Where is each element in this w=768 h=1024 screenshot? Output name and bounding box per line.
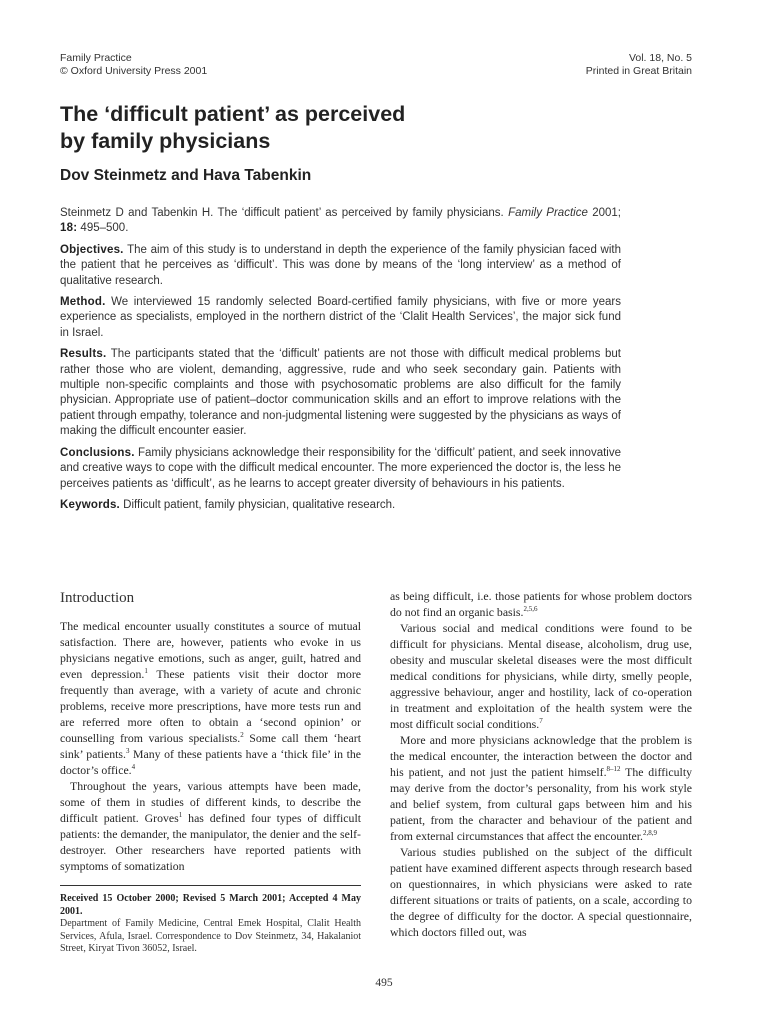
received-dates: Received 15 October 2000; Revised 5 March 2001; Accepted 4 May 2001. [60,893,361,917]
results-label: Results. [60,348,107,361]
volume-line: Vol. 18, No. 5 [628,52,692,64]
footnote-divider [60,885,361,886]
body-right-column [390,588,692,940]
right-paragraph-4: Various studies published on the subject of the difficult patient have examined different aspects through research based on questionnaires, in which physicians were asked to rate different situations or traits of patients, on a scale, according to the degree of difficulty for the doctor. A special questionnaire, which doctors filled out, was [390,845,692,939]
intro-paragraph-1: The medical encounter usually constitutes a source of mutual satisfaction. There are, however, patients who evoke in us physicians negative emotions, such as anger, guilt, hatred and even depression.$^1$ These patients visit their doctor more frequently than average, with a variety of acute and chronic problems, receive more prescriptions, have more tests run and are referred more often to obtain a ‘second opinion’ or counselling from various specialists.$^2$ Some call them ‘heart sink’ patients.$^3$ Many of these patients have a ‘thick file’ in the doctor’s office.$^4$ [60,619,361,777]
article-title [60,101,700,155]
body-left-column [60,590,361,874]
title-line-1: The ‘difficult patient’ as perceived [60,102,406,126]
journal-header-right [586,52,692,78]
printed-line: Printed in Great Britain [585,65,692,77]
footnote [60,893,361,956]
abstract-objectives: Objectives. The aim of this study is to understand in depth the experience of the family physician faced with the patient that he perceives as ‘difficult’. This was done by means of the ‘long interview’ as a method of qualitative research. [60,243,621,287]
abstract-conclusions: Conclusions. Family physicians acknowledge their responsibility for the ‘difficult’ patient, and seek innovative and creative ways to cope with the difficult medical encounter. The more experienced the doctor is, the less he perceives patients as ‘difficult’, as he learns to accept greater diversity of behaviours in his patients. [60,446,621,490]
right-paragraph-1: as being difficult, i.e. those patients for whose problem doctors do not find an organic basis.$^{2,5,6}$ [390,589,692,619]
abstract-keywords: Keywords. Difficult patient, family physician, qualitative research. [60,498,396,511]
citation-journal: Family Practice [508,207,588,219]
right-paragraph-3: More and more physicians acknowledge that the problem is the medical encounter, the interaction between the doctor and his patient, and not just the patient himself.$^{8-12}$ The difficulty may derive from the doctor’s personality, from his work style and belief system, from cultural gaps between him and his patient, from the character and behaviour of the patient and from external circumstances that affect the encounter.$^{2,8,9}$ [390,733,692,843]
citation: Steinmetz D and Tabenkin H. The ‘difficult patient’ as perceived by family physicians. Family Practice 2001; 18: 495–500. [60,207,621,235]
citation-volume: 18: [60,222,78,235]
intro-paragraph-2: Throughout the years, various attempts have been made, some of them in studies of different kinds, to describe the difficult patient. Groves$^1$ has defined four types of difficult patients: the demander, the manipulator, the denier and the self-destroyer. Other researchers have reported patients with symptoms of somatization [60,779,362,873]
title-line-2: by family physicians [60,129,271,153]
journal-name: Family Practice [60,52,132,64]
conclusions-label: Conclusions. [60,446,135,459]
method-label: Method. [60,296,106,309]
right-paragraph-2: Various social and medical conditions were found to be difficult for physicians. Mental disease, alcoholism, drug use, obesity and muscular skeletal diseases were the most difficult medical conditions for physicians, while dirty, smelly people, aggressive behaviour, anger and hostility, lack of co-operation in treatment and exploitation of the health system were the most difficult social conditions.$^7$ [390,621,692,731]
objectives-label: Objectives. [60,243,124,256]
abstract-results: Results. The participants stated that the ‘difficult’ patients are not those with difficult medical problems but rather those who are violent, demanding, aggressive, rude and who seek secondary gain. Patients with multiple non-specific complaints and those with psychosomatic problems are also difficult for the family physician. Appropriate use of patient–doctor communication skills and an effort to improve relations with the patient through empathy, tolerance and non-judgmental listening were suggested by the physicians as ways of making the difficult encounter easier. [60,348,621,438]
article-authors: Dov Steinmetz and Hava Tabenkin [60,167,312,184]
author-affiliation: Department of Family Medicine, Central Emek Hospital, Clalit Health Services, Afula, Israel. Correspondence to Dov Steinmetz, 34, Hakalaniot Street, Kiryat Tivon 36052, Israel. [60,918,361,954]
page-number: 495 [375,977,393,989]
keywords-label: Keywords. [60,498,120,511]
introduction-heading: Introduction [60,590,135,606]
abstract [60,206,621,519]
publisher-line: © Oxford University Press 2001 [60,65,208,77]
journal-header-left [60,52,207,78]
abstract-method: Method. We interviewed 15 randomly selected Board-certified family physicians, with five or more years experience as specialists, employed in the northern district of the ‘Clalit Health Services’, the major sick fund in Israel. [60,296,621,339]
